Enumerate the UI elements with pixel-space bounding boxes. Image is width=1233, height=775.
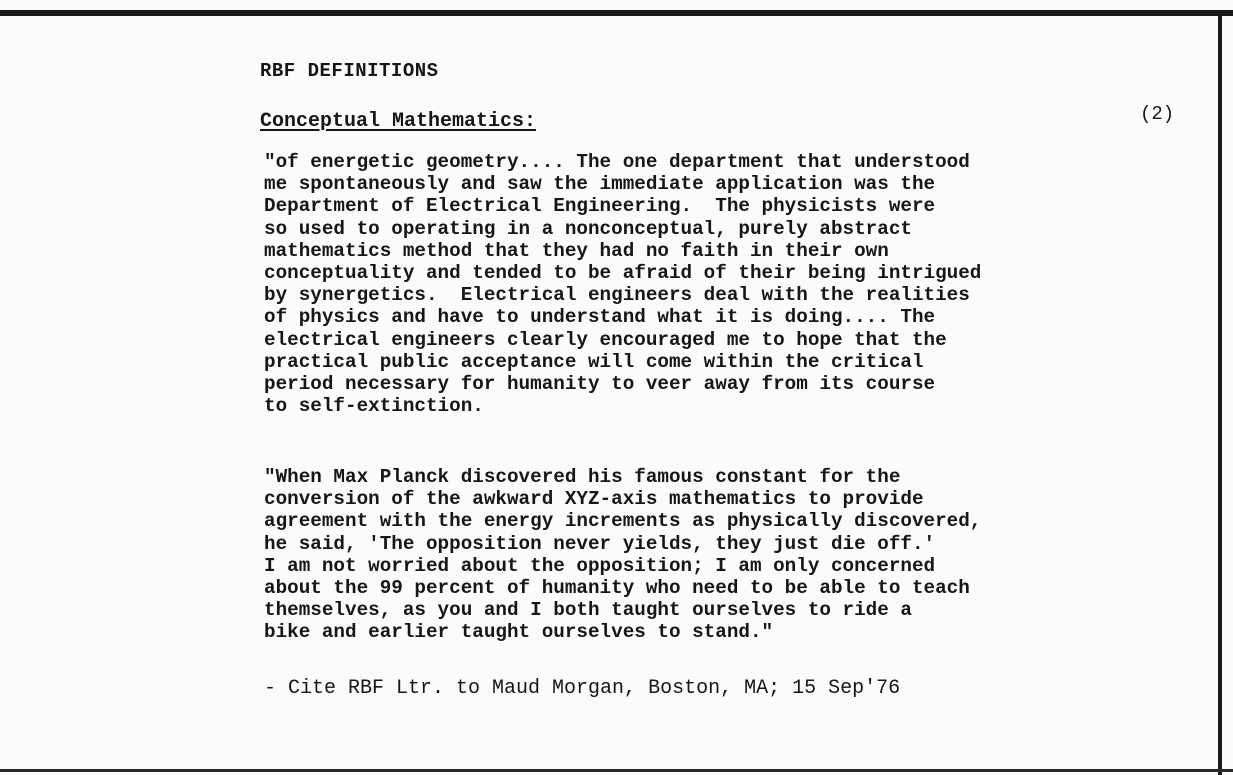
text-line: I am not worried about the opposition; I am only concerned xyxy=(264,554,936,577)
text-line: "of energetic geometry.... The one department that understood xyxy=(264,151,970,173)
text-line: bike and earlier taught ourselves to stand." xyxy=(264,621,774,644)
quote-paragraph-1 xyxy=(264,151,1184,417)
text-line: of physics and have to understand what it is doing.... The xyxy=(264,306,936,329)
text-line: themselves, as you and I both taught ourselves to ride a xyxy=(264,599,912,622)
top-border-rule xyxy=(0,10,1233,16)
text-line: period necessary for humanity to veer away from its course xyxy=(264,373,936,396)
bottom-border-rule xyxy=(0,769,1233,772)
text-line: so used to operating in a nonconceptual, purely abstract xyxy=(264,217,912,240)
text-line: about the 99 percent of humanity who need to be able to teach xyxy=(264,577,970,600)
text-line: to self-extinction. xyxy=(264,395,484,418)
document-header: RBF DEFINITIONS xyxy=(260,60,439,82)
quote-paragraph-2 xyxy=(264,466,1184,644)
text-line: "When Max Planck discovered his famous constant for the xyxy=(264,466,901,488)
card-number: (2) xyxy=(1140,103,1175,125)
text-line: by synergetics. Electrical engineers deal with the realities xyxy=(264,284,970,307)
citation-line: - Cite RBF Ltr. to Maud Morgan, Boston, MA; 15 Sep'76 xyxy=(264,677,901,700)
text-line: conversion of the awkward XYZ-axis mathematics to provide xyxy=(264,488,924,511)
text-line: me spontaneously and saw the immediate application was the xyxy=(264,173,936,196)
text-line: conceptuality and tended to be afraid of their being intrigued xyxy=(264,262,982,285)
text-line: Department of Electrical Engineering. The physicists were xyxy=(264,195,936,218)
text-line: practical public acceptance will come within the critical xyxy=(264,350,924,373)
right-border-rule xyxy=(1218,10,1222,775)
text-line: electrical engineers clearly encouraged me to hope that the xyxy=(264,328,947,351)
text-line: he said, 'The opposition never yields, they just die off.' xyxy=(264,532,936,555)
text-line: agreement with the energy increments as physically discovered, xyxy=(264,510,982,533)
text-line: mathematics method that they had no faith in their own xyxy=(264,239,889,262)
definition-term: Conceptual Mathematics: xyxy=(260,110,537,133)
